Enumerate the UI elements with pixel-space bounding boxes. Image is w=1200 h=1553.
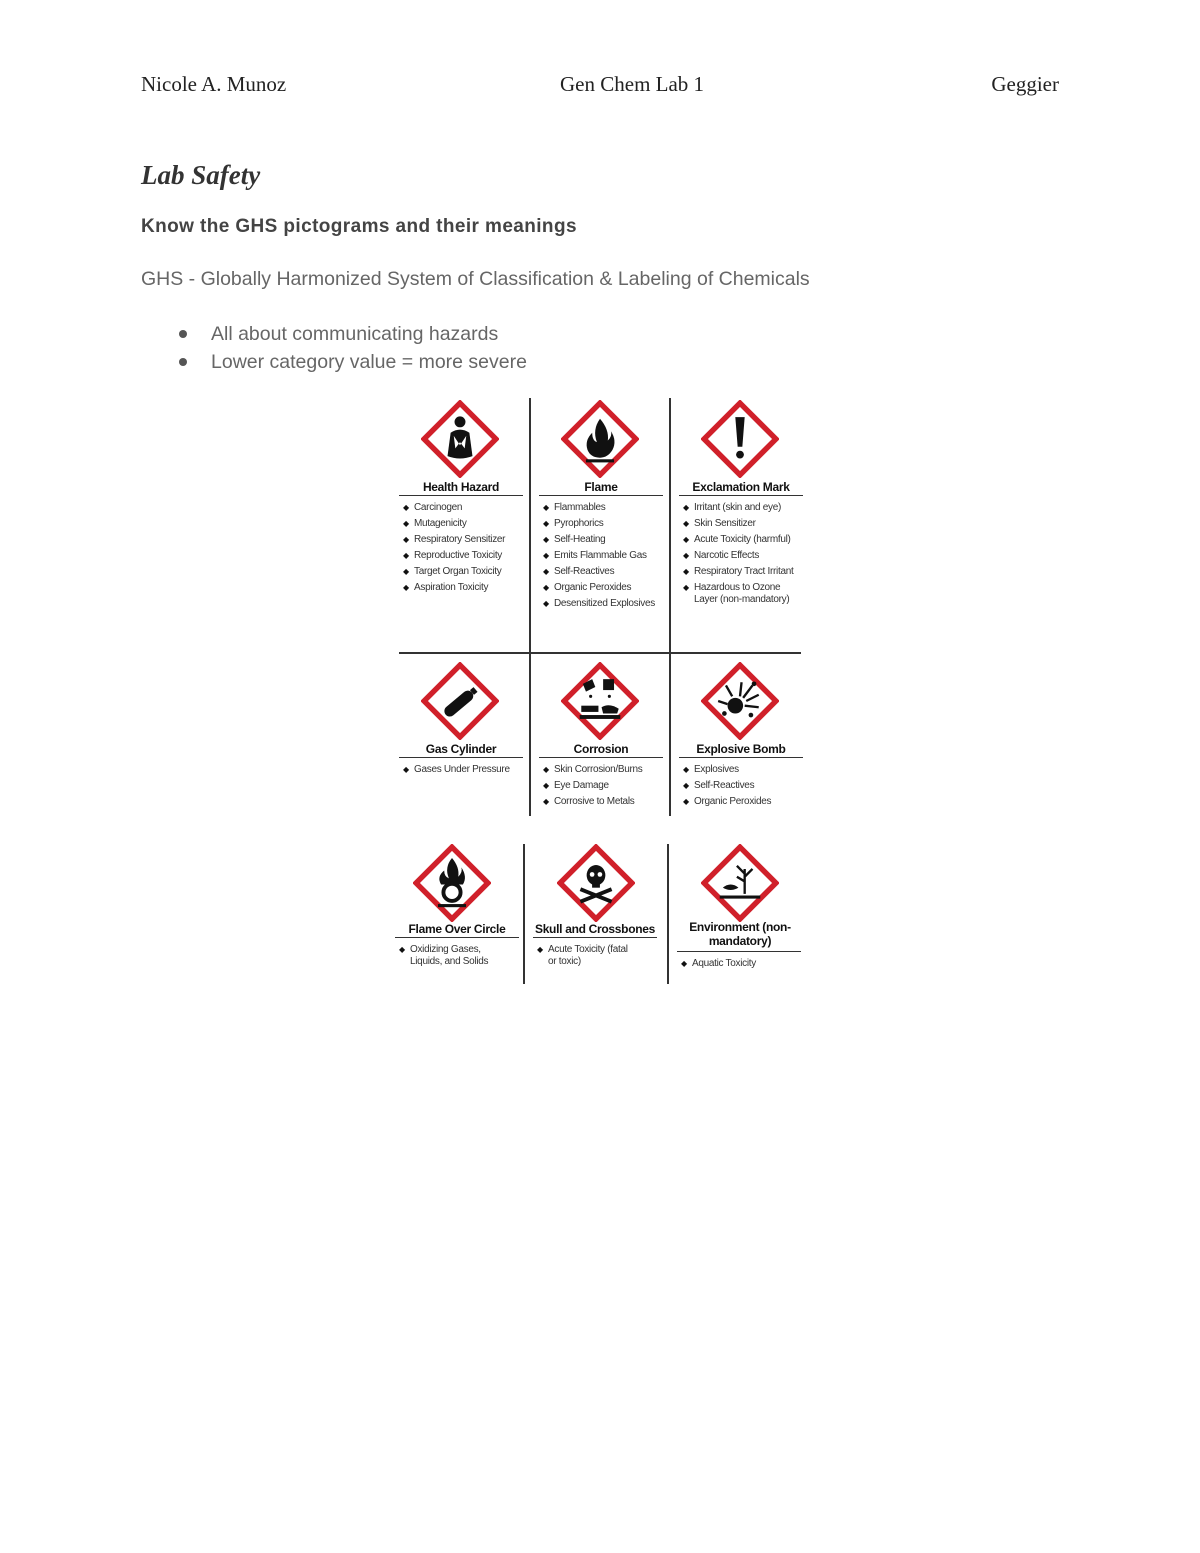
hazard-item: ◆ Acute Toxicity (harmful)	[683, 534, 803, 546]
hazard-list	[683, 502, 803, 610]
header-course: Gen Chem Lab 1	[560, 72, 705, 96]
bullet-item	[141, 348, 527, 376]
pictogram-name: Exclamation Mark	[692, 480, 790, 494]
pictogram-name: Health Hazard	[422, 480, 500, 494]
ghs-definition: GHS - Globally Harmonized System of Classification & Labeling of Chemicals	[141, 268, 810, 290]
hazard-list	[543, 764, 642, 812]
hazard-list	[543, 502, 655, 614]
bullet-text: All about communicating hazards	[211, 323, 499, 345]
hazard-item: ◆ Self-Reactives	[543, 566, 655, 578]
pictogram-divider	[395, 937, 519, 938]
bullet-dot	[179, 358, 187, 366]
health-hazard-icon	[421, 400, 499, 478]
hazard-item: ◆ Skin Sensitizer	[683, 518, 803, 530]
explosive-bomb-icon	[701, 662, 779, 740]
hazard-item: ◆ Pyrophorics	[543, 518, 655, 530]
hazard-item: ◆ Eye Damage	[543, 780, 642, 792]
pictogram-divider	[679, 495, 803, 496]
flame-over-circle-icon	[413, 844, 491, 922]
header-instructor: Geggier	[991, 72, 1059, 96]
ghs-pictogram-chart	[395, 398, 805, 988]
pictogram-divider	[533, 937, 657, 938]
corrosion-icon	[561, 662, 639, 740]
hazard-item: ◆ Aquatic Toxicity	[681, 958, 756, 970]
hazard-item: ◆ Acute Toxicity (fatal or toxic)	[537, 944, 637, 968]
bullet-list	[141, 320, 527, 376]
bullet-item	[141, 320, 527, 348]
grid-divider	[529, 398, 531, 816]
pictogram-name: Flame	[584, 480, 618, 494]
hazard-item: ◆ Desensitized Explosives	[543, 598, 655, 610]
hazard-item: ◆ Respiratory Sensitizer	[403, 534, 505, 546]
exclamation-mark-icon	[701, 400, 779, 478]
hazard-list	[399, 944, 509, 972]
hazard-item: ◆ Hazardous to Ozone Layer (non-mandatory)	[683, 582, 803, 606]
hazard-item: ◆ Target Organ Toxicity	[403, 566, 505, 578]
grid-divider	[667, 844, 669, 984]
pictogram-name: Skull and Crossbones	[534, 922, 656, 936]
pictogram-divider	[677, 951, 801, 952]
hazard-item: ◆ Respiratory Tract Irritant	[683, 566, 803, 578]
skull-and-crossbones-icon	[557, 844, 635, 922]
hazard-list	[683, 764, 771, 812]
hazard-item: ◆ Narcotic Effects	[683, 550, 803, 562]
pictogram-name: Explosive Bomb	[696, 742, 786, 756]
hazard-item: ◆ Reproductive Toxicity	[403, 550, 505, 562]
hazard-item: ◆ Emits Flammable Gas	[543, 550, 655, 562]
hazard-item: ◆ Flammables	[543, 502, 655, 514]
hazard-item: ◆ Gases Under Pressure	[403, 764, 510, 776]
bullet-text: Lower category value = more severe	[211, 351, 527, 373]
hazard-item: ◆ Corrosive to Metals	[543, 796, 642, 808]
pictogram-divider	[399, 757, 523, 758]
bullet-dot	[179, 330, 187, 338]
pictogram-name: Environment (non-mandatory)	[689, 920, 791, 948]
section-subtitle: Know the GHS pictograms and their meanings	[141, 216, 577, 237]
hazard-list	[403, 502, 505, 598]
hazard-item: ◆ Organic Peroxides	[543, 582, 655, 594]
hazard-list	[681, 958, 756, 974]
hazard-item: ◆ Explosives	[683, 764, 771, 776]
pictogram-name: Gas Cylinder	[425, 742, 497, 756]
gas-cylinder-icon	[421, 662, 499, 740]
pictogram-name: Flame Over Circle	[408, 922, 506, 936]
hazard-item: ◆ Organic Peroxides	[683, 796, 771, 808]
hazard-item: ◆ Oxidizing Gases, Liquids, and Solids	[399, 944, 509, 968]
header-author: Nicole A. Munoz	[141, 72, 287, 96]
hazard-list	[403, 764, 510, 780]
hazard-item: ◆ Self-Heating	[543, 534, 655, 546]
pictogram-divider	[399, 495, 523, 496]
pictogram-divider	[679, 757, 803, 758]
hazard-item: ◆ Carcinogen	[403, 502, 505, 514]
grid-divider	[669, 398, 671, 816]
pictogram-name: Corrosion	[573, 742, 629, 756]
hazard-item: ◆ Skin Corrosion/Burns	[543, 764, 642, 776]
pictogram-divider	[539, 495, 663, 496]
environment-icon	[701, 844, 779, 922]
flame-icon	[561, 400, 639, 478]
hazard-item: ◆ Irritant (skin and eye)	[683, 502, 803, 514]
page-title: Lab Safety	[141, 160, 261, 190]
hazard-list	[537, 944, 637, 972]
grid-divider	[399, 652, 801, 654]
pictogram-divider	[539, 757, 663, 758]
hazard-item: ◆ Mutagenicity	[403, 518, 505, 530]
grid-divider	[523, 844, 525, 984]
hazard-item: ◆ Self-Reactives	[683, 780, 771, 792]
hazard-item: ◆ Aspiration Toxicity	[403, 582, 505, 594]
